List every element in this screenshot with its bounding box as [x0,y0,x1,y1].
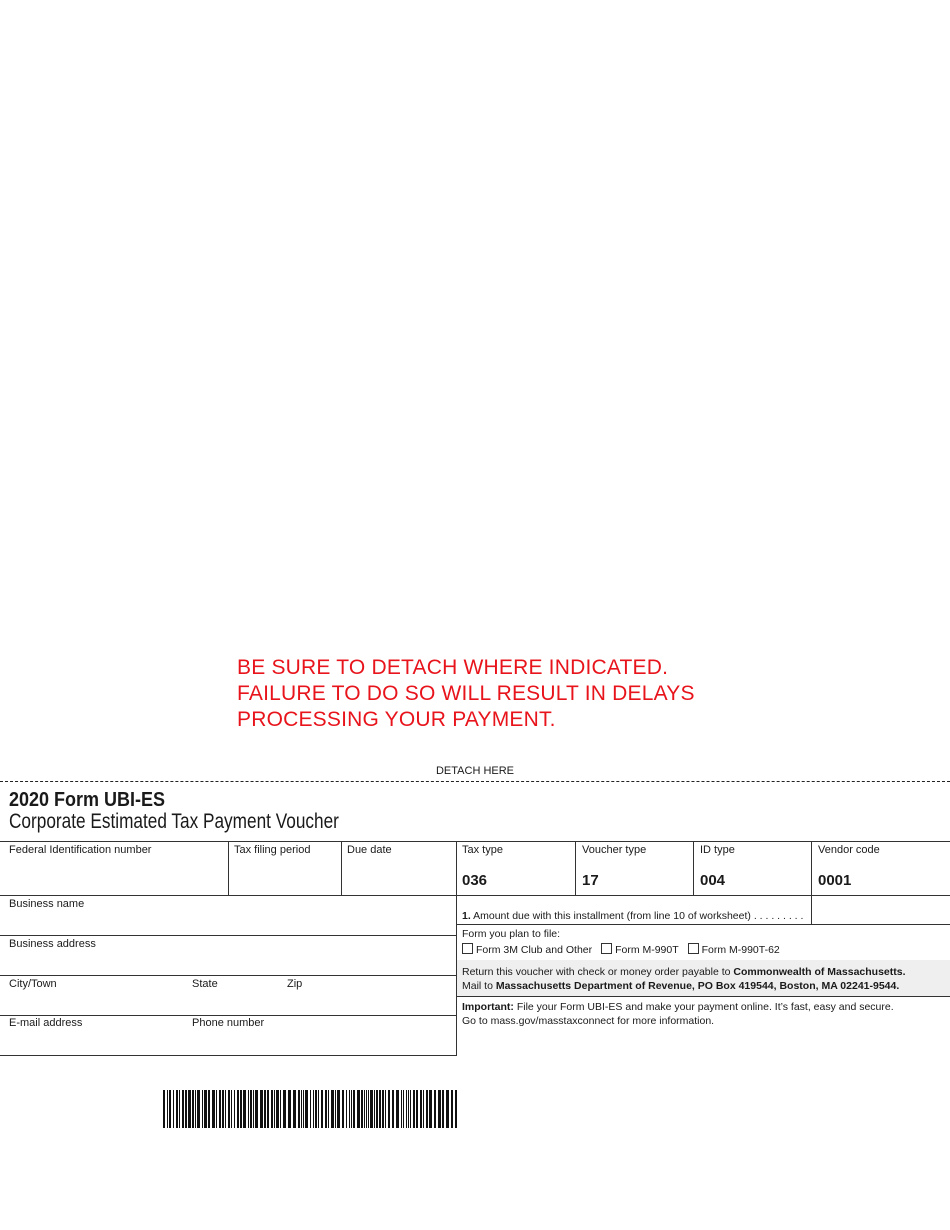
barcode-bar [267,1090,269,1128]
form-subtitle: Corporate Estimated Tax Payment Voucher [9,810,339,833]
barcode-bar [274,1090,275,1128]
barcode-bar [293,1090,296,1128]
important-text: File your Form UBI-ES and make your payment online. It’s fast, easy and secure. [513,1001,894,1013]
barcode-bar [382,1090,384,1128]
barcode-bar [379,1090,381,1128]
fein-field[interactable]: Federal Identification number [9,844,152,856]
important-label: Important: [462,1001,514,1013]
warning-line-1: BE SURE TO DETACH WHERE INDICATED. [237,656,669,679]
barcode-bar [188,1090,191,1128]
barcode-bar [321,1090,323,1128]
barcode-bar [408,1090,409,1128]
amount-due-input[interactable] [812,896,949,923]
checkbox-icon[interactable] [688,943,699,954]
business-name-field[interactable]: Business name [9,898,85,910]
grid-line [0,935,457,936]
barcode-bar [337,1090,340,1128]
barcode-bar [255,1090,258,1128]
warning-line-2: FAILURE TO DO SO WILL RESULT IN DELAYS [237,682,695,705]
detach-line [0,781,950,782]
barcode-bar [231,1090,232,1128]
barcode-bar [385,1090,386,1128]
barcode-bar [368,1090,369,1128]
option-form-m990t-62[interactable] [688,944,780,956]
grid-line [0,841,950,842]
barcode-bar [219,1090,221,1128]
barcode-bar [208,1090,210,1128]
grid-line [457,924,950,925]
barcode-bar [361,1090,363,1128]
tax-filing-period-field[interactable]: Tax filing period [234,844,311,856]
option-form-m990t[interactable] [601,944,679,956]
amount-due-text: Amount due with this installment (from line 10 of worksheet) [473,910,751,922]
barcode-bar [401,1090,402,1128]
barcode-bar [313,1090,314,1128]
checkbox-icon[interactable] [601,943,612,954]
barcode-bar [260,1090,263,1128]
city-field[interactable]: City/Town [9,978,57,990]
return-instructions [462,965,906,993]
zip-field[interactable]: Zip [287,978,303,990]
plan-to-file-options [462,943,786,957]
barcode-bar [406,1090,407,1128]
checkbox-icon[interactable] [462,943,473,954]
barcode-bar [185,1090,187,1128]
barcode-bar [176,1090,178,1128]
barcode-bar [392,1090,394,1128]
barcode-bar [426,1090,428,1128]
id-type-value: 004 [700,872,726,889]
grid-line [457,996,950,997]
amount-due-label [462,909,803,923]
grid-line [0,1015,457,1016]
barcode-bar [202,1090,203,1128]
barcode-bar [388,1090,390,1128]
barcode-bar [310,1090,311,1128]
barcode-bar [298,1090,300,1128]
mailing-address: Massachusetts Department of Revenue, PO Box 419544, Boston, MA 02241-9544. [495,980,900,992]
barcode-bar [212,1090,215,1128]
barcode-bar [413,1090,415,1128]
barcode-bar [331,1090,334,1128]
phone-field[interactable]: Phone number [192,1017,265,1029]
barcode-bar [243,1090,246,1128]
due-date-field[interactable]: Due date [347,844,392,856]
barcode-bar [216,1090,217,1128]
barcode-icon [163,1090,459,1128]
option-form-3m[interactable] [462,944,592,956]
return-text: Return this voucher with check or money order payable to [462,966,734,978]
barcode-bar [228,1090,230,1128]
barcode-bar [264,1090,266,1128]
voucher-type-value: 17 [582,872,599,889]
grid-line [341,841,342,895]
important-line-2: Go to mass.gov/masstaxconnect for more information. [462,1015,715,1027]
barcode-bar [303,1090,304,1128]
barcode-bar [169,1090,171,1128]
email-field[interactable]: E-mail address [9,1017,83,1029]
barcode-bar [192,1090,194,1128]
barcode-bar [423,1090,424,1128]
barcode-bar [195,1090,196,1128]
barcode-bar [325,1090,327,1128]
id-type-label: ID type [700,844,735,856]
barcode-bar [173,1090,174,1128]
barcode-bar [204,1090,207,1128]
line-number: 1. [462,910,471,922]
vendor-code-label: Vendor code [818,844,880,856]
barcode-bar [346,1090,347,1128]
barcode-bar [250,1090,252,1128]
barcode-bar [451,1090,453,1128]
barcode-bar [248,1090,249,1128]
vendor-code-value: 0001 [818,872,852,889]
important-notice [462,1000,894,1028]
barcode-bar [442,1090,444,1128]
barcode-bar [370,1090,373,1128]
barcode-bar [318,1090,319,1128]
leader-dots: . . . . . . . . . [750,910,804,922]
barcode-bar [446,1090,449,1128]
barcode-bar [163,1090,165,1128]
form-title: 2020 Form UBI-ES [9,789,166,811]
option-label: Form M-990T [615,944,679,956]
barcode-bar [455,1090,457,1128]
barcode-bar [349,1090,350,1128]
grid-line [0,975,457,976]
barcode-bar [434,1090,436,1128]
barcode-bar [280,1090,281,1128]
tax-type-value: 036 [462,872,488,889]
barcode-bar [335,1090,336,1128]
barcode-bar [364,1090,365,1128]
barcode-bar [222,1090,224,1128]
barcode-bar [315,1090,317,1128]
grid-line [0,1055,457,1056]
detach-here-label: DETACH HERE [435,765,515,777]
barcode-bar [276,1090,279,1128]
barcode-bar [374,1090,375,1128]
barcode-bar [410,1090,411,1128]
payee-name: Commonwealth of Massachusetts. [733,966,906,978]
barcode-bar [351,1090,352,1128]
warning-line-3: PROCESSING YOUR PAYMENT. [237,708,556,731]
mail-to-text: Mail to [462,980,496,992]
grid-line [228,841,229,895]
detach-warning [237,655,797,733]
grid-line [693,841,694,895]
state-field[interactable]: State [192,978,218,990]
barcode-bar [376,1090,378,1128]
barcode-bar [403,1090,404,1128]
barcode-bar [429,1090,432,1128]
grid-line [456,841,457,1055]
barcode-bar [438,1090,441,1128]
barcode-bar [353,1090,355,1128]
tax-type-label: Tax type [462,844,503,856]
barcode-bar [366,1090,367,1128]
barcode-bar [416,1090,418,1128]
barcode-bar [357,1090,360,1128]
barcode-bar [237,1090,239,1128]
barcode-bar [328,1090,329,1128]
barcode-bar [253,1090,254,1128]
barcode-bar [225,1090,226,1128]
barcode-bar [288,1090,291,1128]
plan-to-file-label: Form you plan to file: [462,928,561,940]
barcode-bar [271,1090,273,1128]
grid-line [575,841,576,895]
barcode-bar [420,1090,422,1128]
barcode-bar [342,1090,344,1128]
barcode-bar [234,1090,235,1128]
barcode-bar [396,1090,399,1128]
barcode-bar [240,1090,242,1128]
barcode-bar [167,1090,168,1128]
barcode-bar [301,1090,302,1128]
voucher-type-label: Voucher type [582,844,647,856]
business-address-field[interactable]: Business address [9,938,96,950]
option-label: Form M-990T-62 [701,944,780,956]
barcode-bar [305,1090,308,1128]
grid-line [0,895,950,896]
barcode-bar [182,1090,184,1128]
barcode-bar [179,1090,180,1128]
barcode-bar [197,1090,200,1128]
option-label: Form 3M Club and Other [476,944,593,956]
barcode-bar [283,1090,286,1128]
